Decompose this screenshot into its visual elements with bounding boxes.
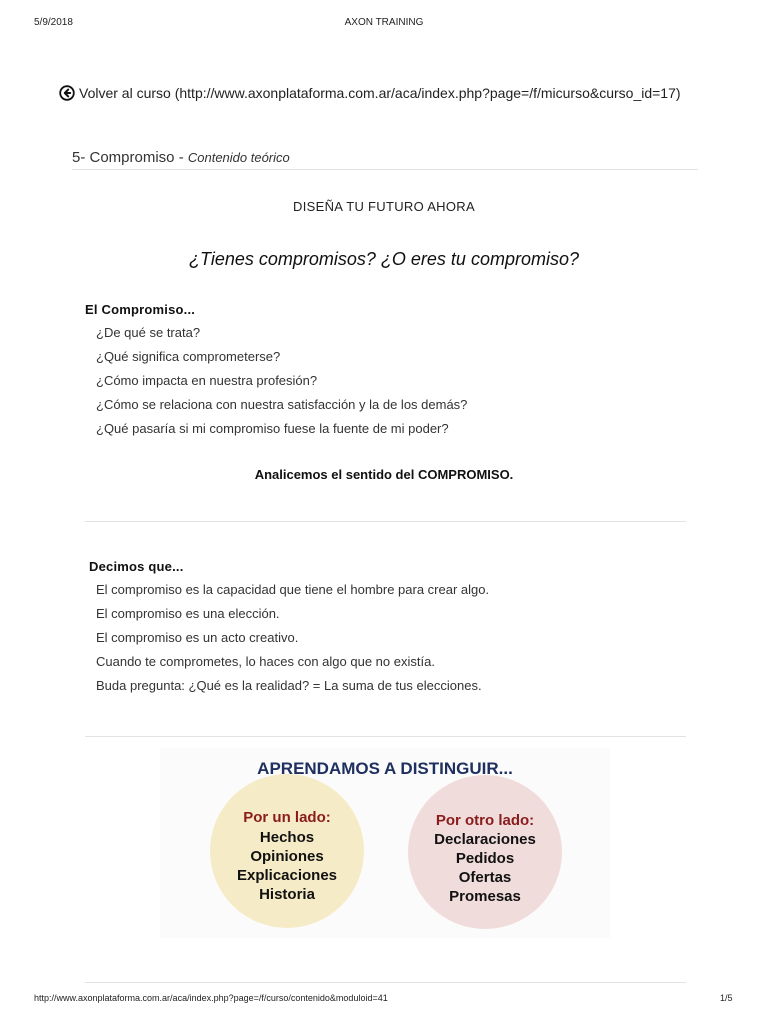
back-to-course-link[interactable] (59, 85, 681, 101)
list-item: ¿Cómo se relaciona con nuestra satisfacción y la de los demás? (96, 397, 468, 412)
footer-url: http://www.axonplataforma.com.ar/aca/index.php?page=/f/curso/contenido&moduloid=41 (34, 993, 388, 1003)
infographic-title: APRENDAMOS A DISTINGUIR... (257, 759, 513, 778)
left-item: Explicaciones (236, 867, 338, 884)
distinguish-infographic (160, 748, 610, 938)
left-item: Opiniones (250, 848, 324, 865)
section-title-text: 5- Compromiso - (72, 149, 188, 166)
right-item: Ofertas (458, 869, 512, 886)
print-title: AXON TRAINING (344, 17, 424, 28)
print-date: 5/9/2018 (34, 17, 73, 28)
back-link-label[interactable]: Volver al curso (http://www.axonplataforma.com.ar/aca/index.php?page=/f/micurso&curso_id=17) (79, 85, 681, 101)
right-item: Promesas (449, 888, 521, 905)
list-item: ¿De qué se trata? (96, 325, 201, 340)
list-item: El compromiso es la capacidad que tiene el hombre para crear algo. (96, 582, 490, 597)
left-heading: Por un lado: (243, 809, 331, 826)
block1-title: El Compromiso... (85, 302, 196, 317)
divider (85, 521, 686, 522)
block1-list (96, 321, 467, 441)
block2-list (96, 578, 489, 698)
divider (85, 982, 686, 983)
list-item: ¿Cómo impacta en nuestra profesión? (96, 373, 318, 388)
list-item: ¿Qué significa comprometerse? (96, 349, 281, 364)
block2-title: Decimos que... (89, 559, 184, 574)
block1-conclusion: Analicemos el sentido del COMPROMISO. (254, 467, 514, 482)
divider (72, 169, 698, 170)
section-title (72, 149, 290, 166)
left-item: Hechos (259, 829, 315, 846)
section-subtitle: Contenido teórico (187, 150, 290, 165)
list-item: El compromiso es un acto creativo. (96, 630, 299, 645)
list-item: El compromiso es una elección. (96, 606, 280, 621)
right-heading: Por otro lado: (435, 812, 535, 829)
right-item: Pedidos (455, 850, 515, 867)
intro-text: DISEÑA TU FUTURO AHORA (293, 199, 475, 214)
right-item: Declaraciones (434, 831, 536, 848)
divider (85, 736, 686, 737)
page-number: 1/5 (720, 993, 733, 1003)
left-item: Historia (259, 886, 315, 903)
arrow-left-circle-icon (59, 85, 75, 101)
list-item: Buda pregunta: ¿Qué es la realidad? = La suma de tus elecciones. (96, 678, 482, 693)
list-item: ¿Qué pasaría si mi compromiso fuese la fuente de mi poder? (96, 421, 449, 436)
main-heading: ¿Tienes compromisos? ¿O eres tu compromiso? (189, 249, 579, 269)
list-item: Cuando te comprometes, lo haces con algo que no existía. (96, 654, 435, 669)
